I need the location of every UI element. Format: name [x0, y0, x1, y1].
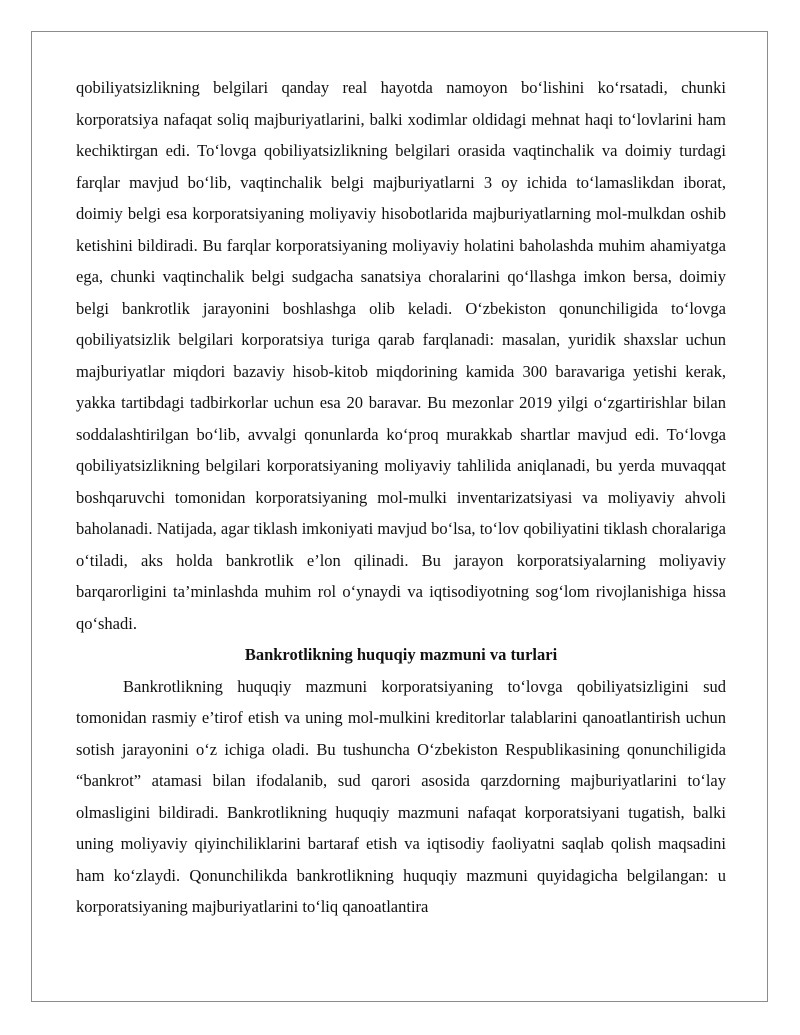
paragraph-section-intro: Bankrotlikning huquqiy mazmuni korporatsiyaning to‘lovga qobiliyatsizligini sud tomonidan rasmiy e’tirof etish va uning mol-mulkini kreditorlar talablarini qanoatlantirish uchun sotish jarayonini o‘z ichiga oladi. Bu tushuncha O‘zbekiston Respublikasining qonunchiligida “bankrot” atamasi bilan ifodalanib, sud qarori asosida qarzdorning majburiyatlarini to‘lay olmasligini bildiradi. Bankrotlikning huquqiy mazmuni nafaqat korporatsiyani tugatish, balki uning moliyaviy qiyinchiliklarini bartaraf etish va iqtisodiy faoliyatni saqlab qolish maqsadini ham ko‘zlaydi. Qonunchilikda bankrotlikning huquqiy mazmuni quyidagicha belgilangan: u korporatsiyaning majburiyatlarini to‘liq qanoatlantira — [76, 676, 726, 916]
paragraph-continued: qobiliyatsizlikning belgilari qanday real hayotda namoyon bo‘lishini ko‘rsatadi, chunki korporatsiya nafaqat soliq majburiyatlarini, balki xodimlar oldidagi mehnat haqi to‘lovlarini ham kechiktirgan edi. To‘lovga qobiliyatsizlikning belgilari orasida vaqtinchalik va doimiy turdagi farqlar mavjud bo‘lib, vaqtinchalik belgi majburiyatlarni 3 oy ichida to‘lamaslikdan iborat, doimiy belgi esa korporatsiyaning moliyaviy hisobotlarida majburiyatlarning mol-mulkdan oshib ketishini bildiradi. Bu farqlar korporatsiyaning moliyaviy holatini baholashda muhim ahamiyatga ega, chunki vaqtinchalik belgi sudgacha sanatsiya choralarini qo‘llashga imkon bersa, doimiy belgi bankrotlik jarayonini boshlashga olib keladi. O‘zbekiston qonunchiligida to‘lovga qobiliyatsizlik belgilari korporatsiya turiga qarab farqlanadi: masalan, yuridik shaxslar uchun majburiyatlar miqdori bazaviy hisob-kitob miqdorining kamida 300 baravariga yetishi kerak, yakka tartibdagi tadbirkorlar uchun esa 20 baravar. Bu mezonlar 2019 yilgi o‘zgartirishlar bilan soddalashtirilgan bo‘lib, avvalgi qonunlarda ko‘proq murakkab shartlar mavjud edi. To‘lovga qobiliyatsizlikning belgilari korporatsiyaning moliyaviy tahlilida aniqlanadi, bu yerda muvaqqat boshqaruvchi tomonidan korporatsiyaning mol-mulki inventarizatsiyasi va moliyaviy ahvoli baholanadi. Natijada, agar tiklash imkoniyati mavjud bo‘lsa, to‘lov qobiliyatini tiklash choralariga o‘tiladi, aks holda bankrotlik e’lon qilinadi. Bu jarayon korporatsiyalarning moliyaviy barqarorligini ta’minlashda muhim rol o‘ynaydi va iqtisodiyotning sog‘lom rivojlanishiga hissa qo‘shadi. — [76, 78, 726, 633]
document-body — [76, 72, 726, 923]
document-page — [31, 31, 768, 1002]
section-heading: Bankrotlikning huquqiy mazmuni va turlari — [244, 645, 558, 664]
